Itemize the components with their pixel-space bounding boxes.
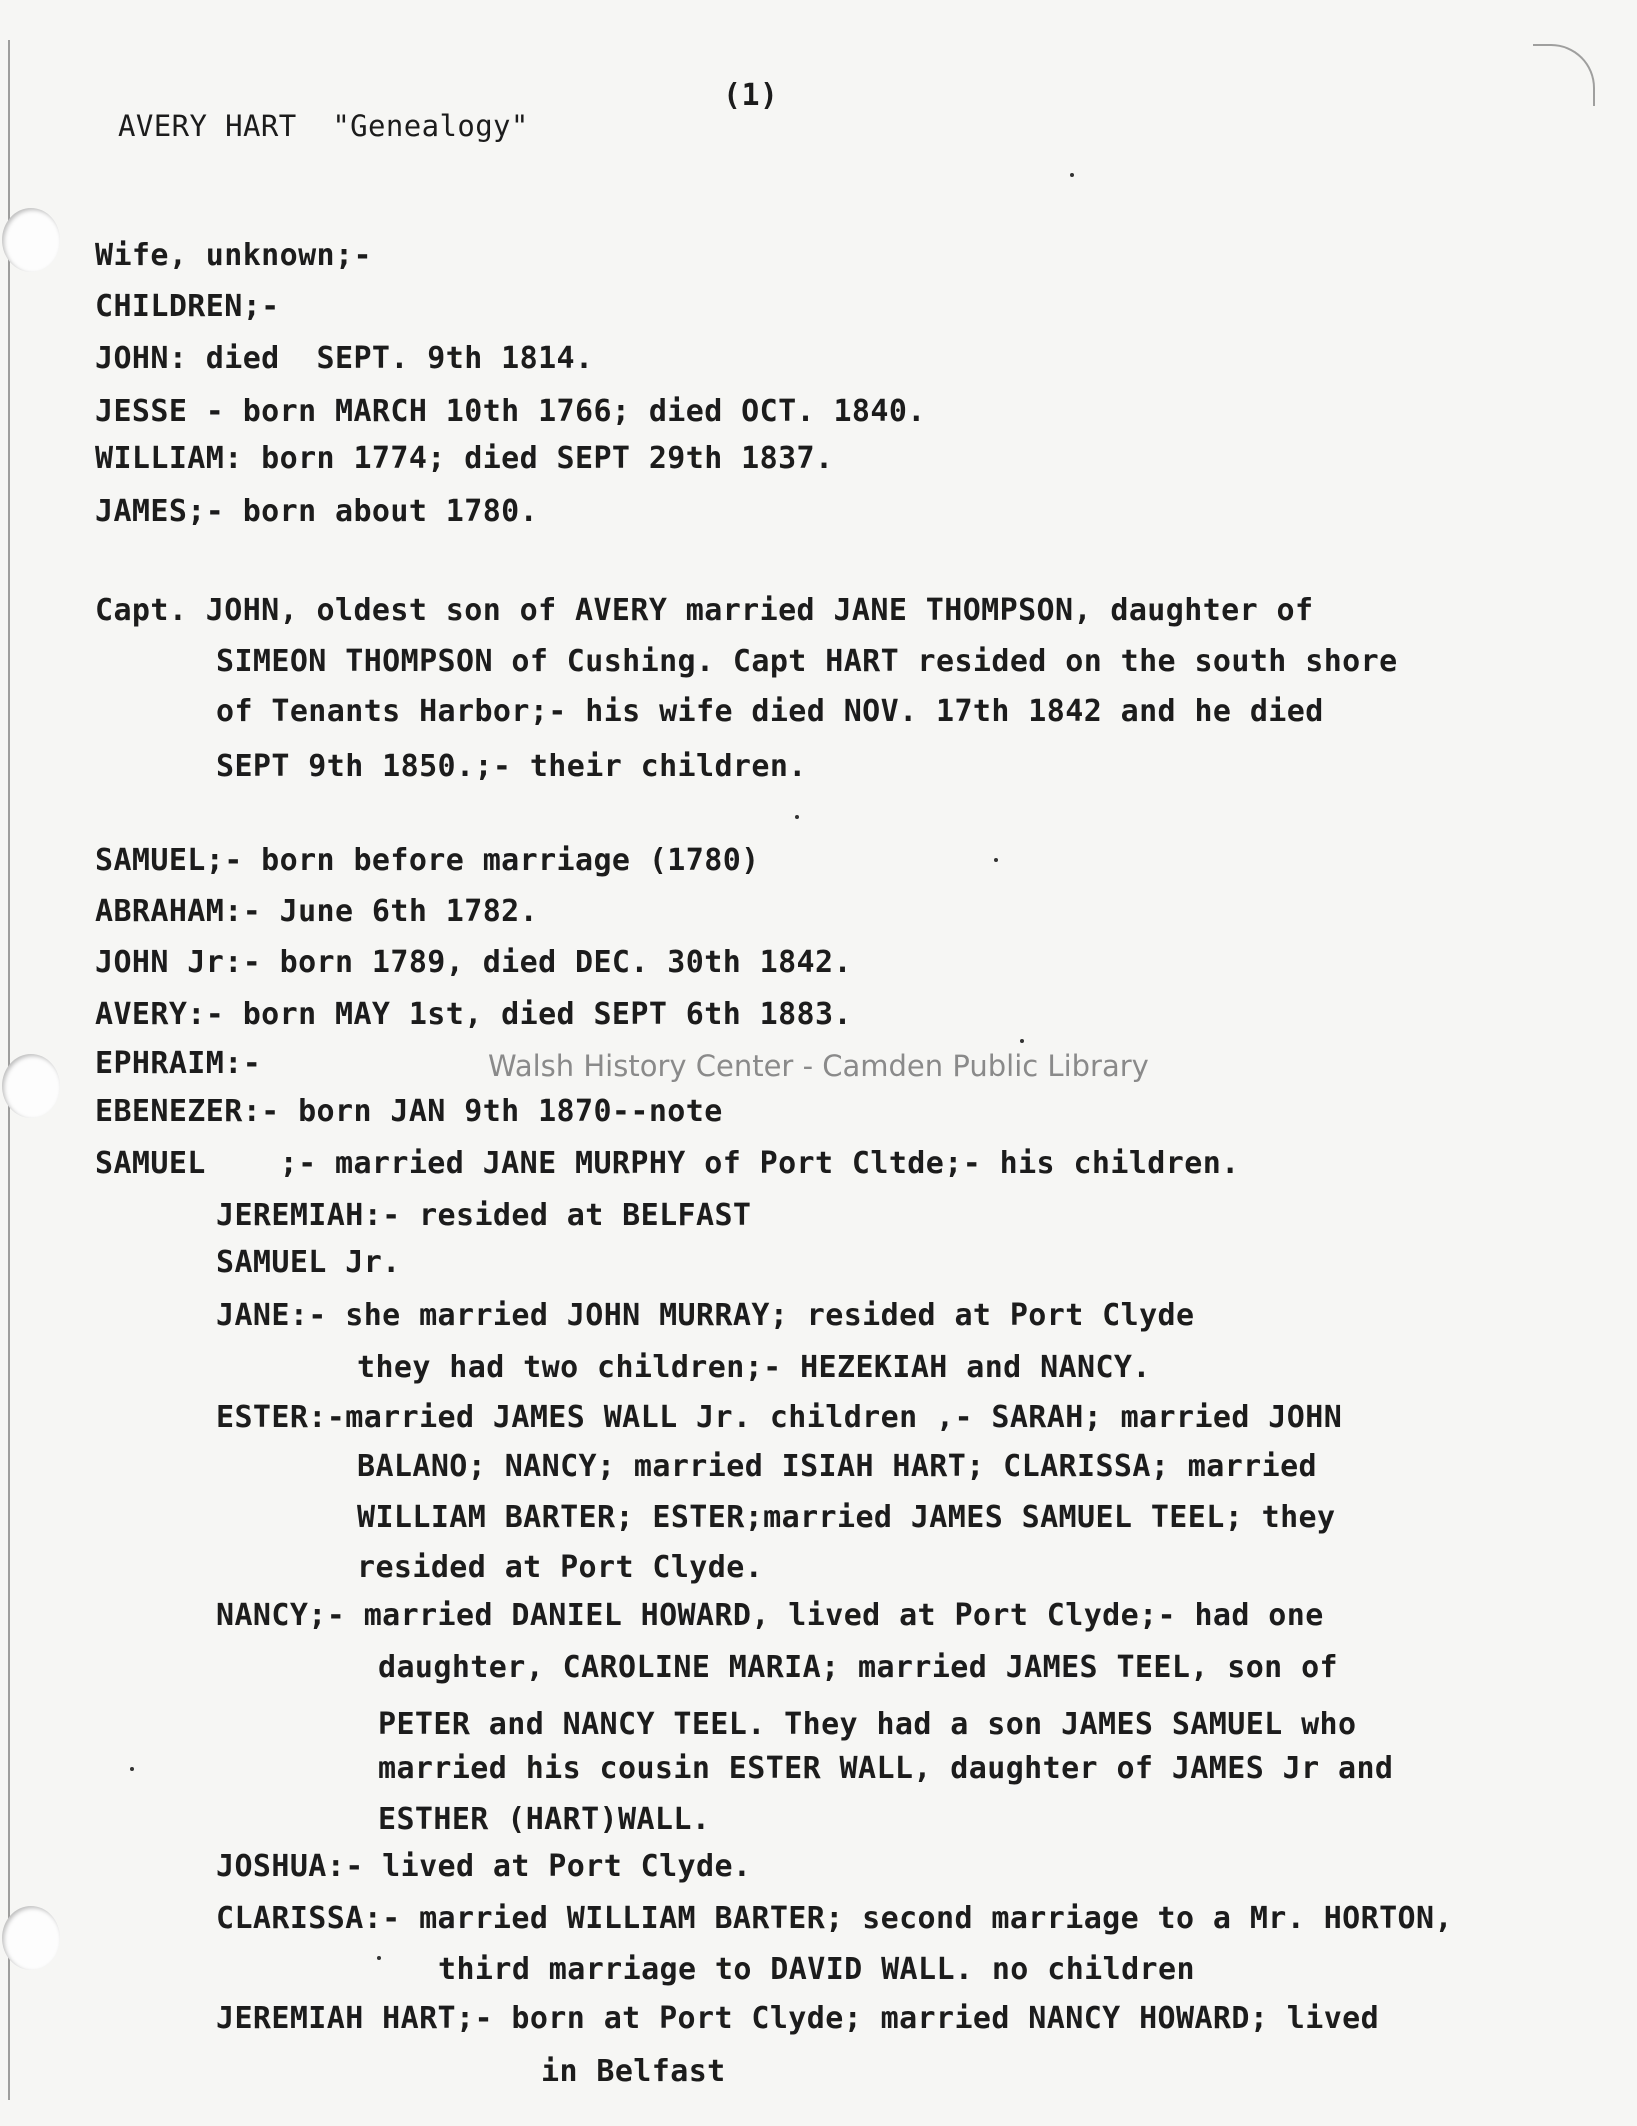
text-line: JOHN: died SEPT. 9th 1814. bbox=[95, 341, 594, 376]
text-line: SAMUEL;- born before marriage (1780) bbox=[95, 843, 760, 878]
text-line: SEPT 9th 1850.;- their children. bbox=[216, 749, 807, 784]
page-number: (1) bbox=[723, 78, 779, 113]
text-line: daughter, CAROLINE MARIA; married JAMES TEEL, son of bbox=[378, 1650, 1338, 1685]
text-line: JAMES;- born about 1780. bbox=[95, 494, 539, 529]
text-line: Wife, unknown;- bbox=[95, 238, 372, 273]
watermark: Walsh History Center - Camden Public Library bbox=[488, 1049, 1149, 1083]
text-line: PETER and NANCY TEEL. They had a son JAMES SAMUEL who bbox=[378, 1707, 1357, 1742]
text-line: CLARISSA:- married WILLIAM BARTER; second marriage to a Mr. HORTON, bbox=[216, 1901, 1453, 1936]
document-title: AVERY HART "Genealogy" bbox=[118, 109, 529, 143]
text-line: JEREMIAH HART;- born at Port Clyde; married NANCY HOWARD; lived bbox=[216, 2001, 1380, 2036]
page-corner bbox=[1533, 44, 1595, 106]
text-line: JANE:- she married JOHN MURRAY; resided at Port Clyde bbox=[216, 1298, 1195, 1333]
text-line: JEREMIAH:- resided at BELFAST bbox=[216, 1198, 752, 1233]
text-line: WILLIAM BARTER; ESTER;married JAMES SAMUEL TEEL; they bbox=[357, 1500, 1336, 1535]
text-line: EBENEZER:- born JAN 9th 1870--note bbox=[95, 1094, 723, 1129]
text-line: SIMEON THOMPSON of Cushing. Capt HART resided on the south shore bbox=[216, 644, 1398, 679]
text-line: JOHN Jr:- born 1789, died DEC. 30th 1842. bbox=[95, 945, 852, 980]
punch-hole-middle bbox=[2, 1054, 60, 1118]
text-line: ESTER:-married JAMES WALL Jr. children ,- SARAH; married JOHN bbox=[216, 1400, 1343, 1435]
punch-hole-bottom bbox=[2, 1906, 60, 1970]
text-line: CHILDREN;- bbox=[95, 289, 280, 324]
punch-hole-top bbox=[2, 208, 60, 272]
text-line: NANCY;- married DANIEL HOWARD, lived at Port Clyde;- had one bbox=[216, 1598, 1324, 1633]
text-line: married his cousin ESTER WALL, daughter of JAMES Jr and bbox=[378, 1751, 1394, 1786]
text-line: EPHRAIM:- bbox=[95, 1046, 262, 1081]
text-line: Capt. JOHN, oldest son of AVERY married JANE THOMPSON, daughter of bbox=[95, 593, 1314, 628]
text-line: SAMUEL Jr. bbox=[216, 1245, 401, 1280]
text-line: in Belfast bbox=[541, 2054, 726, 2089]
text-line: third marriage to DAVID WALL. no children bbox=[438, 1952, 1195, 1987]
text-line: resided at Port Clyde. bbox=[357, 1550, 764, 1585]
text-line: JOSHUA:- lived at Port Clyde. bbox=[216, 1849, 752, 1884]
text-line: AVERY:- born MAY 1st, died SEPT 6th 1883. bbox=[95, 997, 852, 1032]
text-line: BALANO; NANCY; married ISIAH HART; CLARISSA; married bbox=[357, 1449, 1317, 1484]
text-line: of Tenants Harbor;- his wife died NOV. 17th 1842 and he died bbox=[216, 694, 1324, 729]
text-line: ABRAHAM:- June 6th 1782. bbox=[95, 894, 539, 929]
text-line: WILLIAM: born 1774; died SEPT 29th 1837. bbox=[95, 441, 834, 476]
text-line: they had two children;- HEZEKIAH and NANCY. bbox=[357, 1350, 1151, 1385]
text-line: ESTHER (HART)WALL. bbox=[378, 1802, 711, 1837]
text-line: JESSE - born MARCH 10th 1766; died OCT. 1840. bbox=[95, 394, 926, 429]
text-line: SAMUEL ;- married JANE MURPHY of Port Cltde;- his children. bbox=[95, 1146, 1240, 1181]
